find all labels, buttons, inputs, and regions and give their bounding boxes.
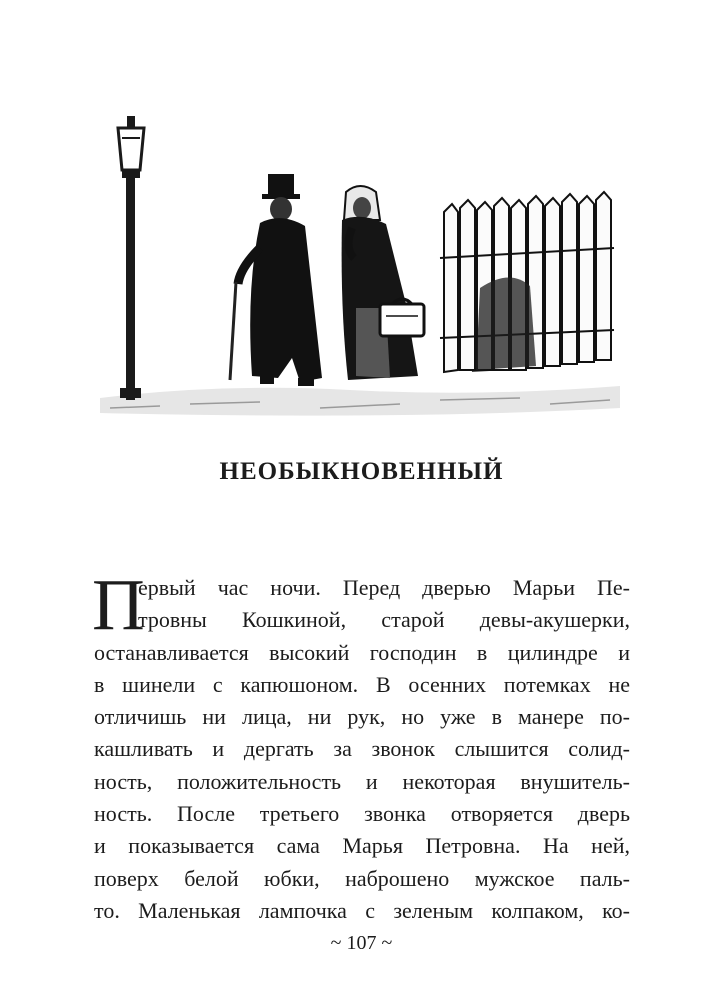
text-line: останавливается высокий господин в цилиндре и: [94, 639, 630, 665]
body-text: [92, 564, 630, 927]
lamp-post-icon: [118, 116, 144, 400]
text-line: и показывается сама Марья Петровна. На ней,: [94, 833, 630, 859]
chapter-title: НЕОБЫКНОВЕННЫЙ: [219, 458, 504, 485]
text-line: тровны Кошкиной, старой девы-акушерки,: [138, 607, 630, 633]
text-line: кашливать и дергать за звонок слышится солид-: [94, 736, 630, 762]
text-line: ность. После третьего звонка отворяется дверь: [94, 801, 630, 827]
street-scene-illustration: [100, 108, 630, 428]
lamp-post-couple-fence-icon: [100, 108, 630, 428]
page-number: ~ 107 ~: [330, 932, 393, 954]
text-line: поверх белой юбки, наброшено мужское паль-: [94, 865, 630, 891]
drop-cap: П: [92, 564, 145, 645]
text-line: ность, положительность и некоторая внушитель-: [94, 768, 630, 794]
woman-icon: [342, 186, 424, 380]
gentleman-icon: [230, 174, 322, 386]
text-line: отличишь ни лица, ни рук, но уже в манере по-: [94, 704, 630, 730]
text-line: то. Маленькая лампочка с зеленым колпаком, ко-: [94, 897, 630, 923]
text-line: в шинели с капюшоном. В осенних потемках не: [94, 671, 630, 697]
text-line: ервый час ночи. Перед дверью Марьи Пе-: [138, 575, 630, 600]
